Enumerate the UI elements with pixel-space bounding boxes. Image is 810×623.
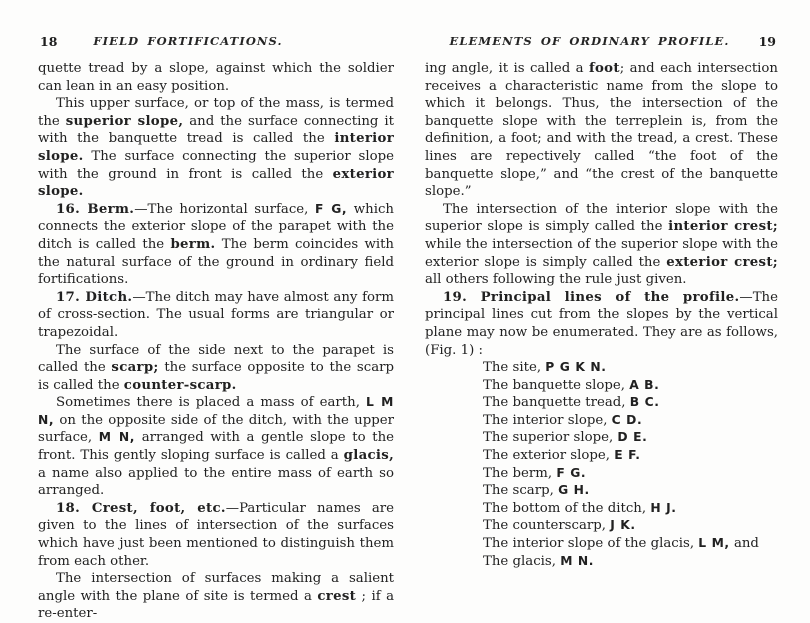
right-running-head: ELEMENTS OF ORDINARY PROFILE. [449,34,730,48]
list-item [483,377,778,395]
reference-letters: B C. [629,395,660,410]
body-text: and [729,536,759,552]
reference-letters: M N. [560,553,595,568]
list-item [483,535,778,553]
paragraph [38,60,394,95]
bold-term: superior slope, [65,113,184,129]
body-text: This upper surface, or top of the mass, is termed the [38,96,394,129]
left-page-body [38,60,394,623]
paragraph [425,60,778,201]
reference-letters: G H. [558,483,590,498]
bold-term: interior crest; [668,219,778,235]
body-text: Sometimes there is placed a mass of earth, [56,395,366,411]
bold-term: 19. Principal lines of the profile. [443,289,740,305]
body-text: ; and each intersection receives a characteristic name from the slope to which it belongs. Thus, the intersection of the banquette slope with the terreplein is, from the definition, a foot; and with the tread, a crest. These lines are repectively called “the foot of the banquette slope,” and “the crest of the banquette slope.” [425,61,778,200]
body-text: —Particular names are given to the lines of intersection of the surfaces which have just been mentioned to distinguish them from each other. [38,500,394,569]
body-text: while the intersection of the superior slope with the exterior slope is simply called the [425,236,778,270]
bold-term: glacis, [343,448,394,464]
bold-term: 16. Berm. [56,201,135,217]
reference-letters: L M, [698,536,730,551]
reference-letters: F G. [556,465,587,480]
right-page-header [425,34,778,56]
body-text: all others following the rule just given. [425,272,687,288]
body-text: —The principal lines cut from the slopes by the vertical plane may now be enumerated. They are as follows, (Fig. 1) : [425,289,778,358]
reference-letters: A B. [629,377,660,392]
body-text: The berm, [483,465,557,481]
body-text: a name also applied to the entire mass of earth so arranged. [38,465,394,499]
body-text: The counterscarp, [483,518,611,534]
left-running-head: FIELD FORTIFICATIONS. [93,34,283,48]
list-item [483,429,778,447]
list-item [483,517,778,535]
bold-term: interior slope. [38,131,394,164]
paragraph [38,342,394,395]
right-page [425,34,778,570]
reference-letters: L M N, [38,395,394,427]
list-item [483,359,778,377]
body-text: ing angle, it is called a [425,61,589,76]
body-text: on the opposite side of the ditch, with the upper surface, [38,412,394,446]
list-item [483,500,778,518]
body-text: the surface opposite to the scarp is called the [38,360,394,393]
list-item [483,447,778,465]
bold-term: crest [317,588,357,604]
body-text: The banquette slope, [483,377,630,393]
body-text: The surface connecting the superior slope with the ground in front is called the [38,148,394,182]
body-text: which connects the exterior slope of the parapet with the ditch is called the [38,201,394,252]
body-text: ; if a re-enter- [38,588,394,622]
reference-letters: J K. [610,518,636,533]
bold-term: berm. [170,236,216,252]
reference-letters: D E. [617,430,648,445]
list-item [483,482,778,500]
bold-term: exterior slope. [38,166,394,200]
body-text: —The horizontal surface, [134,201,315,217]
bold-term: exterior crest; [666,254,778,270]
bold-term: scarp; [111,360,159,376]
body-text: —The ditch may have almost any form of cross-section. The usual forms are triangular or trapezoidal. [38,289,394,340]
body-text: The banquette tread, [483,395,630,411]
left-page-number: 18 [40,34,58,49]
body-text: The intersection of the interior slope with the superior slope is simply called the [425,201,778,235]
reference-letters: H J. [650,500,677,515]
bold-term: foot [588,61,620,76]
paragraph [38,201,394,289]
right-page-number: 19 [758,34,776,49]
list-item [483,394,778,412]
body-text: The interior slope of the glacis, [483,536,699,552]
reference-letters: F G, [315,201,348,216]
reference-letters: M N, [98,430,136,445]
body-text: quette tread by a slope, against which the soldier can lean in an easy position. [38,61,394,94]
body-text: The berm coincides with the natural surface of the ground in ordinary field fortifications. [38,236,394,288]
body-text: The bottom of the ditch, [483,500,651,516]
body-text: and the surface connecting it with the banquette tread is called the [38,113,394,147]
bold-term: 18. Crest, foot, etc. [56,500,226,516]
list-item [483,412,778,430]
paragraph [38,289,394,342]
body-text: arranged with a gentle slope to the front. This gently sloping surface is called a [38,430,394,464]
paragraph [38,500,394,570]
body-text: The surface of the side next to the parapet is called the [38,342,394,376]
bold-term: counter-scarp. [123,377,237,393]
body-text: The exterior slope, [483,448,615,464]
reference-letters: C D. [611,412,643,427]
body-text: The glacis, [483,553,561,569]
paragraph [425,201,778,289]
paragraph [38,95,394,201]
body-text: The intersection of surfaces making a salient angle with the plane of site is termed a [38,571,394,604]
body-text: The interior slope, [483,412,612,428]
reference-letters: P G K N. [545,360,607,375]
list-item [483,465,778,483]
paragraph [38,570,394,623]
reference-letters: E F. [614,448,641,463]
body-text: The site, [483,360,546,376]
paragraph [38,394,394,500]
list-item [483,553,778,571]
left-page [38,34,394,623]
body-text: The scarp, [483,483,559,499]
bold-term: 17. Ditch. [56,289,133,305]
paragraph [425,289,778,359]
left-page-header [38,34,394,56]
body-text: The superior slope, [483,430,618,446]
right-page-body [425,60,778,570]
